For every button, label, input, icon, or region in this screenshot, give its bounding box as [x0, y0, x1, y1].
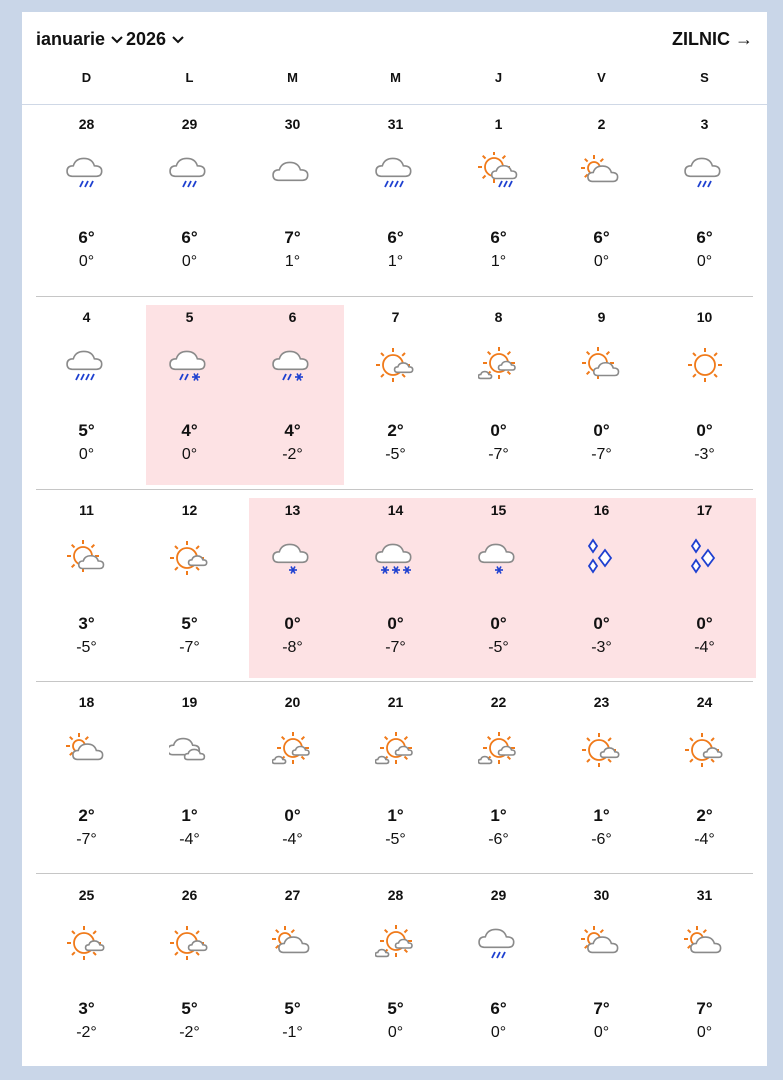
temp-max: 0° [696, 421, 713, 440]
day-cell[interactable] [35, 494, 138, 669]
day-cell[interactable] [138, 494, 241, 669]
weekday-label: L [185, 70, 194, 85]
day-cell[interactable] [344, 686, 447, 861]
temp-max: 0° [284, 614, 301, 633]
rain-cloud-icon [169, 152, 211, 192]
chevron-down-icon [171, 29, 185, 49]
ice-icon [581, 538, 623, 578]
sun-small-cloud-icon [169, 923, 211, 963]
weekday-label: M [287, 70, 298, 85]
temp-max: 4° [181, 421, 198, 440]
day-cell[interactable] [35, 108, 138, 283]
temp-max: 5° [181, 614, 198, 633]
temp-min: 0° [387, 1024, 404, 1041]
rain-cloud-icon [478, 923, 520, 963]
sun-small-cloud-icon [66, 923, 108, 963]
chevron-down-icon [110, 29, 124, 49]
temp-min: -5° [488, 639, 509, 656]
day-cell[interactable] [447, 108, 550, 283]
temp-max: 6° [181, 228, 198, 247]
temp-max: 3° [78, 999, 95, 1018]
month-select[interactable] [36, 26, 124, 52]
temp-max: 0° [490, 421, 507, 440]
sun-clouds-icon [478, 345, 520, 385]
day-number: 22 [490, 694, 507, 710]
sun-small-cloud-icon [581, 730, 623, 770]
day-cell[interactable] [35, 879, 138, 1054]
year-select[interactable] [126, 26, 185, 52]
sleet-cloud-icon [169, 345, 211, 385]
day-number: 24 [696, 694, 713, 710]
day-number: 16 [593, 502, 610, 518]
temp-min: -4° [282, 831, 303, 848]
day-cell[interactable] [653, 108, 756, 283]
day-number: 14 [387, 502, 404, 518]
temp-max: 2° [78, 806, 95, 825]
day-cell[interactable] [447, 301, 550, 476]
temp-min: 1° [387, 253, 404, 270]
temp-max: 6° [696, 228, 713, 247]
daily-view-link[interactable] [672, 26, 753, 52]
temp-min: 1° [490, 253, 507, 270]
day-number: 17 [696, 502, 713, 518]
weekday-label: S [700, 70, 709, 85]
temp-min: -3° [591, 639, 612, 656]
temp-min: -7° [76, 831, 97, 848]
day-cell[interactable] [653, 879, 756, 1054]
day-cell[interactable] [550, 879, 653, 1054]
temp-max: 1° [181, 806, 198, 825]
sun-icon [684, 345, 726, 385]
day-number: 4 [82, 309, 91, 325]
temp-min: -6° [488, 831, 509, 848]
week-divider [36, 296, 753, 297]
day-cell[interactable] [653, 494, 756, 669]
sun-behind-cloud-icon [684, 923, 726, 963]
day-number: 30 [284, 116, 301, 132]
sun-cloud-icon [66, 538, 108, 578]
week-divider [36, 873, 753, 874]
clouds-icon [169, 730, 211, 770]
sun-behind-cloud-icon [581, 152, 623, 192]
day-cell[interactable] [35, 301, 138, 476]
day-cell[interactable] [447, 686, 550, 861]
day-number: 11 [79, 502, 94, 518]
day-number: 26 [181, 887, 198, 903]
day-cell[interactable] [447, 494, 550, 669]
temp-max: 7° [284, 228, 301, 247]
temp-min: 0° [78, 446, 95, 463]
day-number: 29 [490, 887, 507, 903]
week-divider [36, 489, 753, 490]
temp-min: -7° [488, 446, 509, 463]
day-number: 12 [181, 502, 198, 518]
temp-min: 0° [181, 253, 198, 270]
sun-small-cloud-icon [375, 345, 417, 385]
day-cell[interactable] [138, 686, 241, 861]
sun-clouds-icon [478, 730, 520, 770]
day-number: 8 [494, 309, 503, 325]
temp-max: 6° [490, 228, 507, 247]
heavy-rain-cloud-icon [375, 152, 417, 192]
day-number: 19 [181, 694, 198, 710]
day-cell[interactable] [550, 494, 653, 669]
calendar-header [22, 12, 767, 64]
temp-min: 0° [490, 1024, 507, 1041]
sleet-cloud-icon [272, 345, 314, 385]
sun-small-cloud-icon [169, 538, 211, 578]
temp-min: -4° [179, 831, 200, 848]
temp-min: -7° [591, 446, 612, 463]
ice-icon [684, 538, 726, 578]
heavy-rain-cloud-icon [66, 345, 108, 385]
day-number: 28 [387, 887, 404, 903]
day-number: 1 [494, 116, 503, 132]
weekday-label: M [390, 70, 401, 85]
day-number: 13 [284, 502, 301, 518]
temp-max: 7° [593, 999, 610, 1018]
day-number: 30 [593, 887, 610, 903]
rain-cloud-icon [684, 152, 726, 192]
snow-cloud-icon [272, 538, 314, 578]
temp-max: 6° [490, 999, 507, 1018]
temp-min: 0° [181, 446, 198, 463]
day-number: 25 [78, 887, 95, 903]
week-divider [36, 681, 753, 682]
sun-small-cloud-icon [684, 730, 726, 770]
temp-max: 0° [490, 614, 507, 633]
heavy-snow-cloud-icon [375, 538, 417, 578]
day-number: 20 [284, 694, 301, 710]
temp-min: 0° [593, 1024, 610, 1041]
day-cell[interactable] [550, 686, 653, 861]
day-number: 3 [700, 116, 709, 132]
temp-min: -2° [282, 446, 303, 463]
day-number: 31 [387, 116, 404, 132]
temp-max: 6° [593, 228, 610, 247]
weekday-label: D [81, 70, 92, 85]
day-cell[interactable] [344, 108, 447, 283]
day-number: 28 [78, 116, 95, 132]
arrow-right-icon: → [735, 29, 753, 49]
temp-max: 0° [387, 614, 404, 633]
sun-cloud-icon [581, 345, 623, 385]
day-number: 6 [288, 309, 297, 325]
day-number: 15 [490, 502, 507, 518]
temp-min: -2° [179, 1024, 200, 1041]
weekday-row [22, 70, 767, 94]
day-cell[interactable] [550, 108, 653, 283]
temp-min: 0° [78, 253, 95, 270]
temp-min: -8° [282, 639, 303, 656]
day-number: 27 [284, 887, 301, 903]
rain-cloud-icon [66, 152, 108, 192]
temp-max: 1° [593, 806, 610, 825]
temp-max: 1° [387, 806, 404, 825]
day-number: 31 [696, 887, 713, 903]
temp-max: 5° [387, 999, 404, 1018]
day-cell[interactable] [344, 301, 447, 476]
temp-min: -1° [282, 1024, 303, 1041]
day-cell[interactable] [241, 494, 344, 669]
temp-max: 6° [78, 228, 95, 247]
temp-min: -5° [76, 639, 97, 656]
sun-behind-cloud-icon [272, 923, 314, 963]
temp-max: 3° [78, 614, 95, 633]
temp-min: -7° [385, 639, 406, 656]
temp-min: -6° [591, 831, 612, 848]
temp-max: 0° [593, 614, 610, 633]
day-cell[interactable] [550, 301, 653, 476]
header-divider [22, 104, 767, 105]
day-number: 7 [391, 309, 400, 325]
temp-min: 0° [696, 253, 713, 270]
temp-min: -4° [694, 639, 715, 656]
sun-behind-cloud-icon [581, 923, 623, 963]
temp-max: 2° [387, 421, 404, 440]
day-cell[interactable] [241, 301, 344, 476]
daily-view-label: ZILNIC [671, 29, 730, 49]
temp-min: -2° [76, 1024, 97, 1041]
temp-max: 4° [284, 421, 301, 440]
temp-min: -7° [179, 639, 200, 656]
temp-max: 6° [387, 228, 404, 247]
day-cell[interactable] [653, 301, 756, 476]
day-cell[interactable] [241, 879, 344, 1054]
temp-min: 0° [593, 253, 610, 270]
temp-max: 2° [696, 806, 713, 825]
temp-min: -3° [694, 446, 715, 463]
day-cell[interactable] [241, 686, 344, 861]
weekday-label: V [597, 70, 606, 85]
month-label: ianuarie [36, 29, 106, 49]
temp-max: 0° [696, 614, 713, 633]
day-cell[interactable] [35, 686, 138, 861]
sun-clouds-icon [375, 923, 417, 963]
weekday-label: J [494, 70, 503, 85]
temp-max: 0° [593, 421, 610, 440]
year-label: 2026 [126, 29, 167, 49]
temp-max: 7° [696, 999, 713, 1018]
sun-rain-cloud-icon [478, 152, 520, 192]
temp-max: 1° [490, 806, 507, 825]
day-cell[interactable] [653, 686, 756, 861]
temp-max: 5° [78, 421, 95, 440]
day-number: 18 [78, 694, 95, 710]
day-number: 5 [185, 309, 194, 325]
sun-clouds-icon [375, 730, 417, 770]
day-number: 10 [696, 309, 713, 325]
temp-min: -5° [385, 831, 406, 848]
cloud-icon [272, 152, 314, 192]
temp-min: 1° [284, 253, 301, 270]
snow-cloud-icon [478, 538, 520, 578]
temp-max: 5° [284, 999, 301, 1018]
day-cell[interactable] [344, 879, 447, 1054]
day-cell[interactable] [241, 108, 344, 283]
day-number: 21 [387, 694, 404, 710]
temp-min: -4° [694, 831, 715, 848]
day-cell[interactable] [138, 108, 241, 283]
day-number: 29 [181, 116, 198, 132]
day-cell[interactable] [138, 879, 241, 1054]
day-number: 9 [597, 309, 606, 325]
sun-clouds-icon [272, 730, 314, 770]
temp-max: 0° [284, 806, 301, 825]
temp-min: 0° [696, 1024, 713, 1041]
day-cell[interactable] [344, 494, 447, 669]
day-cell[interactable] [138, 301, 241, 476]
calendar-card [22, 12, 767, 1066]
day-number: 23 [593, 694, 610, 710]
temp-max: 5° [181, 999, 198, 1018]
day-cell[interactable] [447, 879, 550, 1054]
sun-behind-cloud-icon [66, 730, 108, 770]
day-number: 2 [597, 116, 606, 132]
temp-min: -5° [385, 446, 406, 463]
